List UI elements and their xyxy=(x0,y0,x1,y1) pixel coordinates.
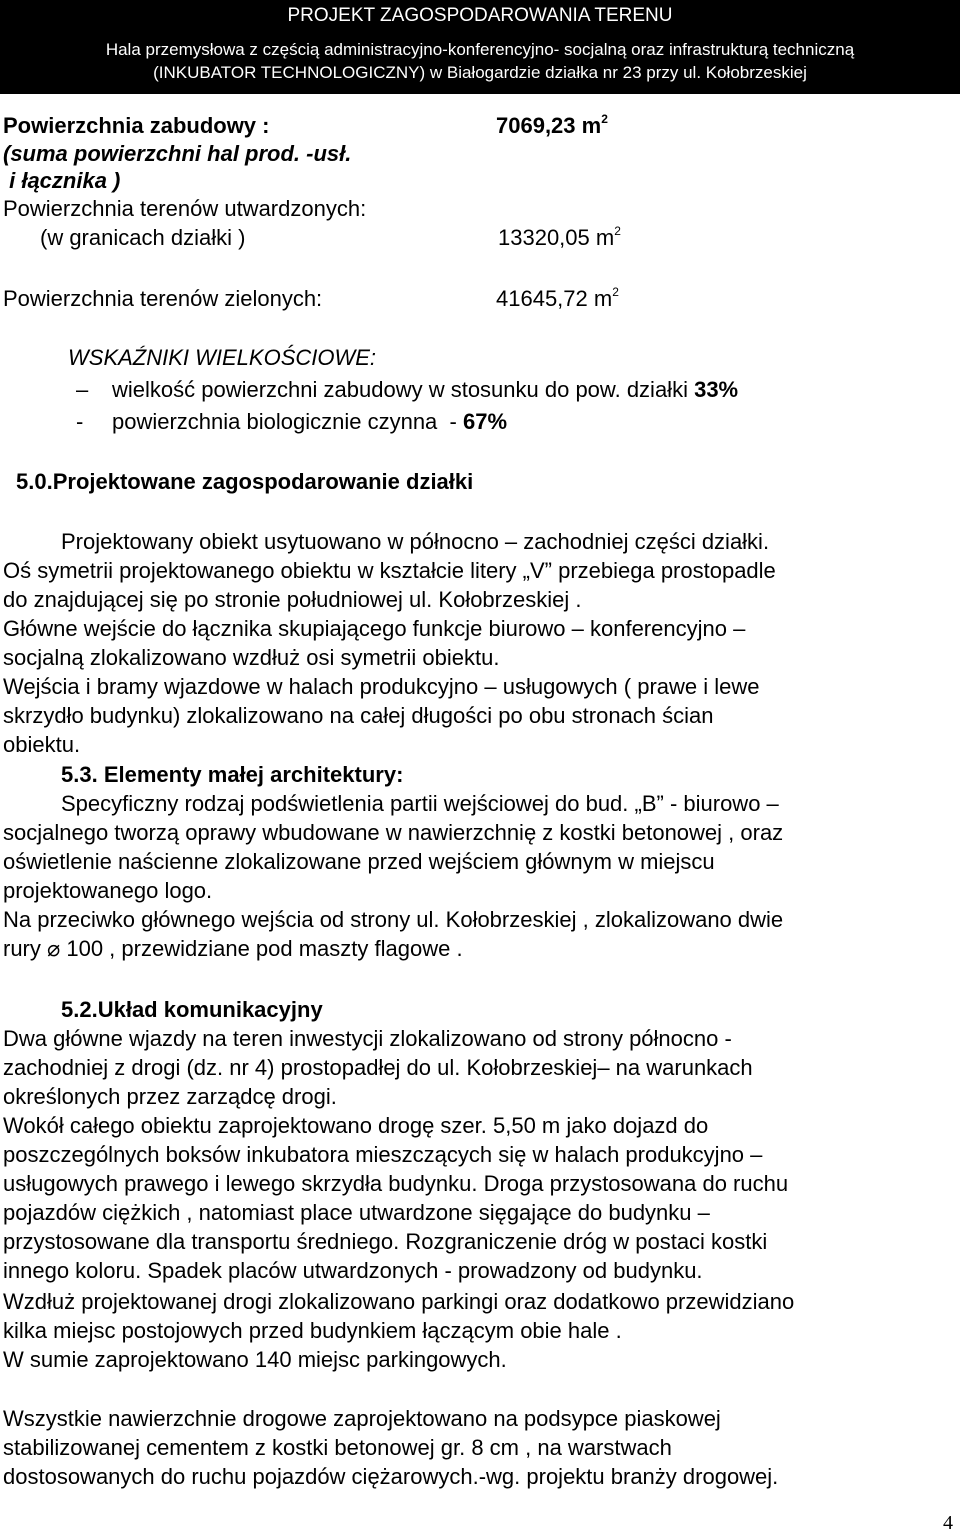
indicator-dash-2: - xyxy=(76,409,84,434)
section-5-0-line: obiektu. xyxy=(3,732,81,757)
section-5-2-line: poszczególnych boksów inkubatora mieszczących się w halach produkcyjno – xyxy=(3,1142,763,1167)
section-5-0-line: Oś symetrii projektowanego obiektu w kształcie litery „V” przebiega prostopadle xyxy=(3,558,776,583)
section-5-0-line: Projektowany obiekt usytuowano w północno – zachodniej części działki. xyxy=(61,529,770,554)
indicator-dash-1: – xyxy=(76,377,89,402)
section-5-2-line: określonych przez zarządcę drogi. xyxy=(3,1084,337,1109)
section-5-3-line: projektowanego logo. xyxy=(3,878,213,903)
header-title: PROJEKT ZAGOSPODAROWANIA TERENU xyxy=(287,5,673,26)
section-5-2-line: Wzdłuż projektowanej drogi zlokalizowano parkingi oraz dodatkowo przewidziano xyxy=(3,1289,795,1314)
area-zielonych-value: 41645,72 $m^2$ xyxy=(496,284,619,311)
closing-line: stabilizowanej cementem z kostki betonowej gr. 8 cm , na warstwach xyxy=(3,1435,672,1460)
section-5-3-line: Specyficzny rodzaj podświetlenia partii wejściowej do bud. „B” - biurowo – xyxy=(61,791,779,816)
header-subtitle-1: Hala przemysłowa z częścią administracyjno-konferencyjno- socjalną oraz infrastrukturą techniczną xyxy=(105,40,855,59)
indicators-heading: WSKAŹNIKI WIELKOŚCIOWE: xyxy=(68,345,377,370)
page-number: 4 xyxy=(943,1512,953,1534)
closing-line: Wszystkie nawierzchnie drogowe zaprojektowano na podsypce piaskowej xyxy=(3,1406,721,1431)
section-5-0-line: do znajdującej się po stronie południowej ul. Kołobrzeskiej . xyxy=(3,587,582,612)
area-zabudowy-note-2: i łącznika ) xyxy=(3,168,121,193)
section-5-0-heading: 5.0.Projektowane zagospodarowanie działki xyxy=(16,469,474,494)
section-5-0-line: Wejścia i bramy wjazdowe w halach produkcyjno – usługowych ( prawe i lewe xyxy=(3,674,760,699)
section-5-3-line: oświetlenie naścienne zlokalizowane przed wejściem głównym w miejscu xyxy=(3,849,715,874)
section-5-2-line: przystosowane dla transportu średniego. Rozgraniczenie dróg w postaci kostki xyxy=(3,1229,768,1254)
section-5-0-line: Główne wejście do łącznika skupiającego funkcje biurowo – konferencyjno – xyxy=(3,616,746,641)
area-zabudowy-value: 7069,23 $m^2$ xyxy=(496,111,608,138)
section-5-2-line: Dwa główne wjazdy na teren inwestycji zlokalizowano od strony północno - xyxy=(3,1026,732,1051)
area-zielonych-label: Powierzchnia terenów zielonych: xyxy=(3,286,323,311)
header-subtitle-2: (INKUBATOR TECHNOLOGICZNY) w Białogardzie działka nr 23 przy ul. Kołobrzeskiej xyxy=(153,63,807,82)
closing-line: dostosowanych do ruchu pojazdów ciężarowych.-wg. projektu branży drogowej. xyxy=(3,1464,779,1489)
section-5-2-line: W sumie zaprojektowano 140 miejsc parkingowych. xyxy=(3,1347,507,1372)
section-5-3-heading: 5.3. Elementy małej architektury: xyxy=(61,762,404,787)
section-5-2-heading: 5.2.Układ komunikacyjny xyxy=(61,997,323,1022)
area-utwardzonych-value: 13320,05 $m^2$ xyxy=(498,223,621,250)
area-zabudowy-label: Powierzchnia zabudowy : xyxy=(3,113,270,138)
section-5-0-line: skrzydło budynku) zlokalizowano na całej długości po obu stronach ścian xyxy=(3,703,714,728)
section-5-3-line: rury ⌀ 100 , przewidziane pod maszty flagowe . xyxy=(3,936,463,961)
indicator-item-1: wielkość powierzchni zabudowy w stosunku do pow. działki 33% xyxy=(112,377,739,402)
section-5-2-line: pojazdów ciężkich , natomiast place utwardzone sięgające do budynku – xyxy=(3,1200,710,1225)
document-header xyxy=(0,0,960,94)
section-5-3-line: socjalnego tworzą oprawy wbudowane w nawierzchnię z kostki betonowej , oraz xyxy=(3,820,784,845)
area-utwardzonych-label: Powierzchnia terenów utwardzonych: xyxy=(3,196,367,221)
indicator-item-2: powierzchnia biologicznie czynna - 67% xyxy=(112,409,508,434)
area-utwardzonych-note: (w granicach działki ) xyxy=(40,225,246,250)
area-zabudowy-note-1: (suma powierzchni hal prod. -usł. xyxy=(3,141,352,166)
section-5-2-line: Wokół całego obiektu zaprojektowano drogę szer. 5,50 m jako dojazd do xyxy=(3,1113,709,1138)
section-5-2-line: zachodniej z drogi (dz. nr 4) prostopadłej do ul. Kołobrzeskiej– na warunkach xyxy=(3,1055,753,1080)
section-5-3-line: Na przeciwko głównego wejścia od strony ul. Kołobrzeskiej , zlokalizowano dwie xyxy=(3,907,784,932)
section-5-2-line: usługowych prawego i lewego skrzydła budynku. Droga przystosowana do ruchu xyxy=(3,1171,789,1196)
section-5-2-line: kilka miejsc postojowych przed budynkiem łączącym obie hale . xyxy=(3,1318,622,1343)
section-5-2-line: innego koloru. Spadek placów utwardzonych - prowadzony od budynku. xyxy=(3,1258,703,1283)
section-5-0-line: socjalną zlokalizowano wzdłuż osi symetrii obiektu. xyxy=(3,645,500,670)
